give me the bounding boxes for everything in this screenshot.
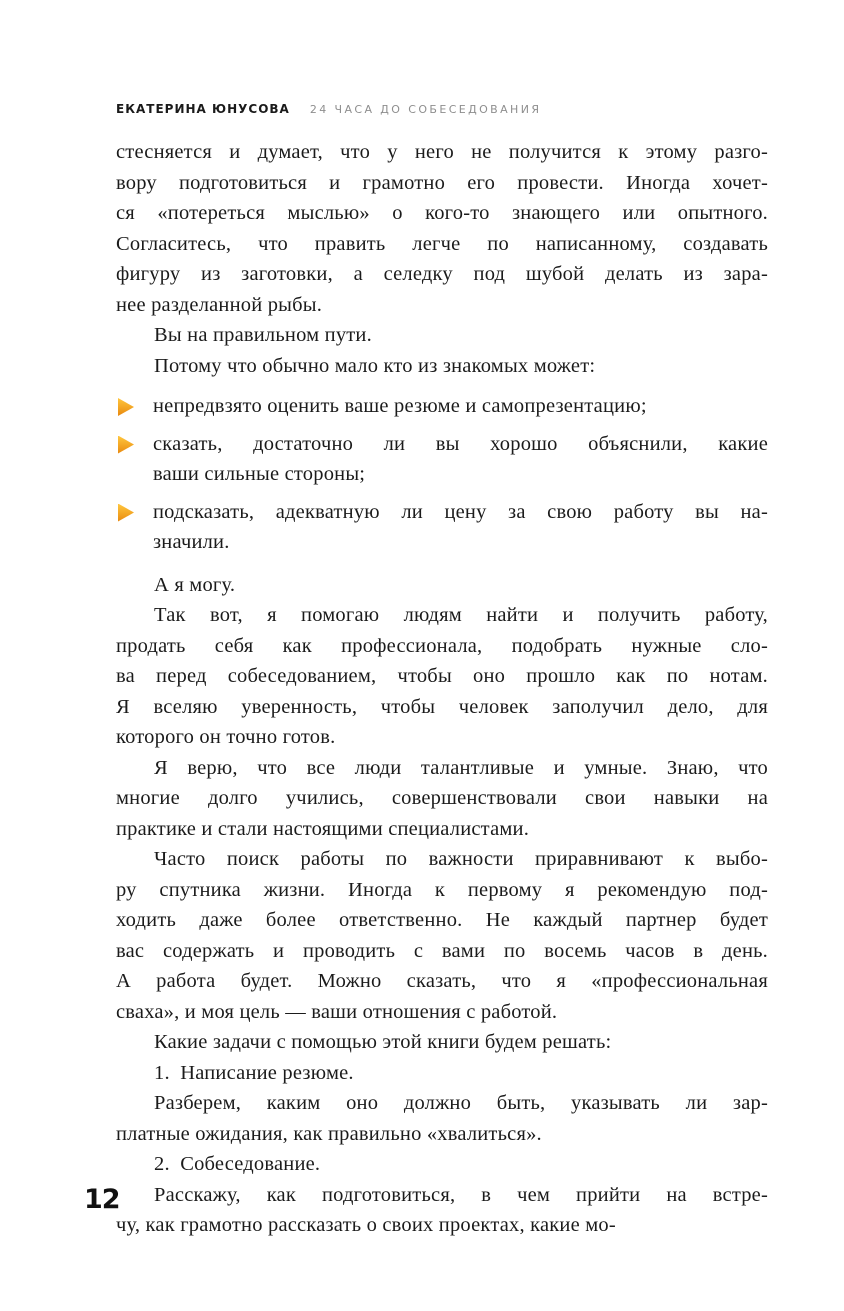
text-line: Я вселяю уверенность, чтобы человек заполучил дело, для xyxy=(116,695,768,718)
paragraph xyxy=(116,1088,768,1149)
bullet-text xyxy=(153,429,768,490)
text-line: ру спутника жизни. Иногда к первому я рекомендую под- xyxy=(116,878,768,901)
paragraph xyxy=(116,137,768,320)
paragraph xyxy=(116,600,768,753)
text-line: ваши сильные стороны; xyxy=(153,463,366,485)
text-line: ходить даже более ответственно. Не каждый партнер будет xyxy=(116,909,768,931)
text-line: 1. Написание резюме. xyxy=(154,1061,354,1084)
paragraph xyxy=(116,844,768,1027)
paragraph xyxy=(116,753,768,845)
bullet-arrow-icon xyxy=(118,398,134,416)
text-line: Какие задачи с помощью этой книги будем решать: xyxy=(154,1031,612,1053)
text-line: ва перед собеседованием, чтобы оно прошло как по нотам. xyxy=(116,665,768,687)
text-line: продать себя как профессионала, подобрать нужные сло- xyxy=(116,634,768,657)
text-line: сказать, достаточно ли вы хорошо объяснили, какие xyxy=(153,432,768,455)
page-number: 12 xyxy=(84,1184,120,1215)
text-line: Расскажу, как подготовиться, в чем прийти на встре- xyxy=(154,1183,768,1206)
paragraph xyxy=(116,570,768,601)
bullet-item xyxy=(116,429,768,490)
paragraph xyxy=(116,1180,768,1241)
text-line: Я верю, что все люди талантливые и умные. Знаю, что xyxy=(154,756,768,779)
page-body xyxy=(116,137,768,1241)
text-line: вору подготовиться и грамотно его провести. Иногда хочет- xyxy=(116,171,768,194)
paragraph xyxy=(116,1027,768,1058)
text-line: стесняется и думает, что у него не получится к этому разго- xyxy=(116,141,768,163)
text-line: фигуру из заготовки, а селедку под шубой делать из зара- xyxy=(116,263,768,285)
paragraph xyxy=(116,1058,768,1089)
bullet-item xyxy=(116,497,768,558)
text-line: сваха», и моя цель — ваши отношения с работой. xyxy=(116,1000,558,1023)
text-line: 2. Собеседование. xyxy=(154,1153,321,1175)
running-head-book-title: 24 ЧАСА ДО СОБЕСЕДОВАНИЯ xyxy=(309,103,542,116)
text-line: чу, как грамотно рассказать о своих проектах, какие мо- xyxy=(116,1214,616,1236)
paragraph xyxy=(116,351,768,382)
text-line: Потому что обычно мало кто из знакомых может: xyxy=(154,354,596,377)
text-line: практике и стали настоящими специалистами. xyxy=(116,817,530,840)
text-line: многие долго учились, совершенствовали свои навыки на xyxy=(116,787,768,809)
text-line: подсказать, адекватную ли цену за свою работу вы на- xyxy=(153,500,768,523)
text-line: платные ожидания, как правильно «хвалиться». xyxy=(116,1122,542,1145)
text-line: Разберем, каким оно должно быть, указывать ли зар- xyxy=(154,1092,768,1114)
text-line: А я могу. xyxy=(154,573,236,596)
text-line: нее разделанной рыбы. xyxy=(116,293,323,316)
text-line: значили. xyxy=(153,531,230,553)
paragraph xyxy=(116,320,768,351)
bullet-text xyxy=(153,497,768,558)
text-line: А работа будет. Можно сказать, что я «профессиональная xyxy=(116,970,768,992)
paragraph xyxy=(116,1149,768,1180)
text-line: которого он точно готов. xyxy=(116,726,336,748)
text-line: непредвзято оценить ваше резюме и самопрезентацию; xyxy=(153,395,647,417)
bullet-text xyxy=(153,391,768,422)
text-line: Согласитесь, что править легче по написанному, создавать xyxy=(116,232,768,255)
text-line: вас содержать и проводить с вами по восемь часов в день. xyxy=(116,939,768,962)
text-line: Так вот, я помогаю людям найти и получить работу, xyxy=(154,604,768,626)
bullet-arrow-icon xyxy=(118,436,134,454)
bullet-arrow-icon xyxy=(118,504,134,522)
text-line: Вы на правильном пути. xyxy=(154,324,372,346)
running-head-author: ЕКАТЕРИНА ЮНУСОВА xyxy=(116,102,290,116)
text-line: Часто поиск работы по важности приравнивают к выбо- xyxy=(154,848,768,870)
running-head xyxy=(116,102,764,116)
bullet-item xyxy=(116,391,768,422)
text-line: ся «потереться мыслью» о кого-то знающего или опытного. xyxy=(116,202,768,224)
